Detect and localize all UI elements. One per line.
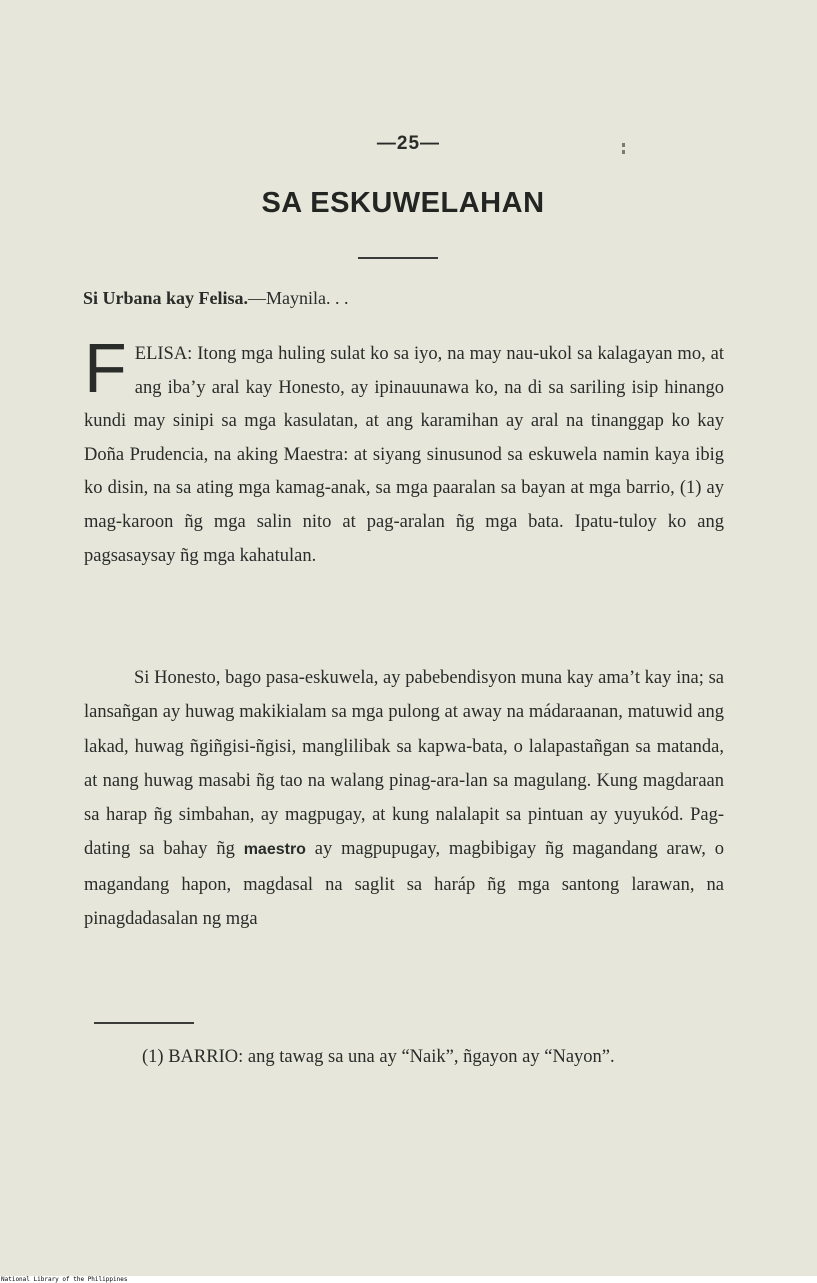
second-paragraph-bold-word: maestro — [243, 841, 306, 859]
second-paragraph-text-start: Si Honesto, bago pasa-eskuwela, ay pabebendisyon muna kay ama’t kay ina; sa lansañgan ay huwag makikialam sa mga pulong at away na mádaraanan, matuwid ang lakad, huwag ñgiñgisi-ñgisi, manglilibak sa kapwa-bata, o lalapastañgan sa matanda, at nang huwag masabi ñg tao na walang pinag-ara-lan sa magulang. Kung magdaraan sa harap ñg simbahan, ay magpugay, at kung nalalapit sa pintuan ay yuyukód. Pag-dating sa bahay ñg — [84, 668, 724, 860]
letter-heading-place: —Maynila. . . — [248, 288, 349, 308]
second-paragraph-text-end: ay magpupugay, magbibigay ñg magandang araw, o magandang hapon, magdasal na saglit sa haráp ñg mga santong larawan, na pinagdadasalan ng mga — [84, 839, 724, 930]
letter-paragraph-text: ELISA: Itong mga huling sulat ko sa iyo, na may nau-ukol sa kalagayan mo, at ang iba’y aral kay Honesto, ay ipinauunawa ko, na di sa sariling isip hinango kundi may sinipi sa mga kasulatan, at ang karamihan ay aral na tinanggap ko kay Doña Prudencia, na aking Maestra: at siyang sinusunod sa eskuwela namin kaya ibig ko disin, na sa ating mga kamag-anak, sa mga paaralan sa bayan at mga barrio, (1) ay mag-karoon ñg mga salin nito at pag-aralan ñg mga bata. Ipatu-tuloy ko ang pagsasaysay ñg mga kahatulan. — [84, 344, 724, 566]
library-credit: National Library of the Philippines — [1, 1276, 128, 1283]
chapter-title: SA ESKUWELAHAN — [261, 187, 545, 219]
letter-heading-lead: Si Urbana kay Felisa. — [83, 288, 249, 308]
letter-heading — [83, 288, 349, 309]
drop-cap: F — [84, 329, 127, 407]
footnote: (1) BARRIO: ang tawag sa una ay “Naik”, ñgayon ay “Nayon”. — [142, 1047, 615, 1067]
letter-paragraph — [84, 329, 724, 573]
footnote-divider — [94, 1022, 194, 1024]
second-paragraph — [84, 661, 724, 936]
title-divider — [358, 257, 438, 259]
page-number: —25— — [376, 133, 441, 154]
